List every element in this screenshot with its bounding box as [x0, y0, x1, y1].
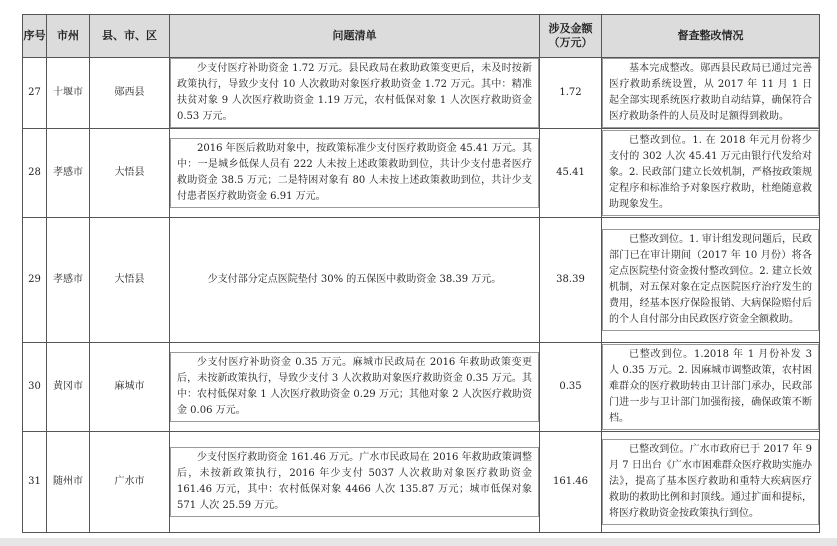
cell-seq: 31 [23, 432, 47, 533]
header-issue: 问题清单 [170, 15, 540, 58]
table-row [23, 58, 820, 129]
cell-amount: 45.41 [540, 129, 602, 218]
cell-issue [170, 58, 540, 129]
header-amount: 涉及金额（万元） [540, 15, 602, 58]
cell-city: 孝感市 [47, 129, 90, 218]
table-row [23, 343, 820, 432]
status-text: 已整改到位。1. 在 2018 年元月份将少支付的 302 人次 45.41 万元由银行代发给对象。2. 民政部门建立长效机制，严格按政策规定程序和标准给予对象医疗救助，杜绝随意救助现象发生。 [602, 130, 819, 216]
cell-amount: 161.46 [540, 432, 602, 533]
cell-status [602, 218, 820, 343]
cell-amount: 0.35 [540, 343, 602, 432]
cell-county: 大悟县 [90, 218, 170, 343]
cell-seq: 30 [23, 343, 47, 432]
audit-issue-table [22, 14, 820, 533]
page-bottom-edge [0, 538, 837, 546]
cell-county: 大悟县 [90, 129, 170, 218]
table-header-row [23, 15, 820, 58]
cell-city: 十堰市 [47, 58, 90, 129]
header-status: 督查整改情况 [602, 15, 820, 58]
cell-amount: 1.72 [540, 58, 602, 129]
cell-county: 广水市 [90, 432, 170, 533]
status-text: 已整改到位。1. 审计组发现问题后，民政部门已在审计期间（2017 年 10 月份）将各定点医院垫付资金拨付整改到位。2. 建立长效机制，对五保对象在定点医院医疗治疗发生的费用，经基本医疗保险报销、大病保险赔付后的个人自付部分由民政医疗资金全额救助。 [602, 229, 819, 331]
cell-county: 郧西县 [90, 58, 170, 129]
issue-text: 2016 年医后救助对象中，按政策标准少支付医疗救助资金 45.41 万元。其中：一是城乡低保人员有 222 人未按上述政策救助到位，共计少支付患者医疗救助资金 38.5 万元；二是特困对象有 80 人未按上述政策救助到位，共计少支付患者医疗救助资金 6.91 万元。 [170, 138, 539, 208]
cell-city: 随州市 [47, 432, 90, 533]
cell-status [602, 129, 820, 218]
cell-status [602, 343, 820, 432]
issue-text: 少支付部分定点医院垫付 30% 的五保医中救助资金 38.39 万元。 [207, 274, 502, 285]
cell-amount: 38.39 [540, 218, 602, 343]
header-county: 县、市、区 [90, 15, 170, 58]
cell-city: 黄冈市 [47, 343, 90, 432]
table-row [23, 218, 820, 343]
cell-seq: 28 [23, 129, 47, 218]
table-row [23, 432, 820, 533]
issue-text: 少支付医疗救助资金 161.46 万元。广水市民政局在 2016 年救助政策调整后，未按新政策执行，2016 年少支付 5037 人次救助对象医疗救助资金 161.46 万元，其中：农村低保对象 4466 人次 135.87 万元；城市低保对象 571 人次 25.59 万元。 [170, 447, 539, 517]
cell-issue [170, 129, 540, 218]
header-seq: 序号 [23, 15, 47, 58]
cell-county: 麻城市 [90, 343, 170, 432]
cell-status [602, 432, 820, 533]
cell-issue [170, 218, 540, 343]
cell-status [602, 58, 820, 129]
cell-seq: 27 [23, 58, 47, 129]
cell-seq: 29 [23, 218, 47, 343]
cell-issue [170, 432, 540, 533]
cell-city: 孝感市 [47, 218, 90, 343]
issue-text: 少支付医疗补助资金 1.72 万元。县民政局在救助政策变更后，未及时按新政策执行，导致少支付 10 人次救助对象医疗救助资金 1.72 万元。其中：精准扶贫对象 9 人次医疗救助资金 1.19 万元，农村低保对象 1 人次医疗救助资金 0.53 万元。 [170, 58, 539, 128]
header-city: 市州 [47, 15, 90, 58]
cell-issue [170, 343, 540, 432]
status-text: 基本完成整改。郧西县民政局已通过完善医疗救助系统设置，从 2017 年 11 月 1 日起全部实现系统医疗救助自动结算，确保符合医疗救助条件的人员及时足额得到救助。 [602, 58, 819, 128]
table-row [23, 129, 820, 218]
status-text: 已整改到位。广水市政府已于 2017 年 9 月 7 日出台《广水市困难群众医疗救助实施办法》，提高了基本医疗救助和重特大疾病医疗救助的救助比例和封顶线。通过扩面和提标，将医疗救助资金按政策执行到位。 [602, 439, 819, 525]
issue-text: 少支付医疗补助资金 0.35 万元。麻城市民政局在 2016 年救助政策变更后，未按新政策执行，导致少支付 3 人次救助对象医疗救助资金 0.35 万元。其中：农村低保对象 1 人次医疗救助资金 0.29 万元；其他对象 2 人次医疗救助资金 0.06 万元。 [170, 352, 539, 422]
status-text: 已整改到位。1.2018 年 1 月份补发 3 人 0.35 万元。2. 因麻城市调整政策，农村困难群众的医疗救助转由卫计部门承办，民政部门进一步与卫计部门加强衔接，确保政策不断档。 [602, 344, 819, 430]
